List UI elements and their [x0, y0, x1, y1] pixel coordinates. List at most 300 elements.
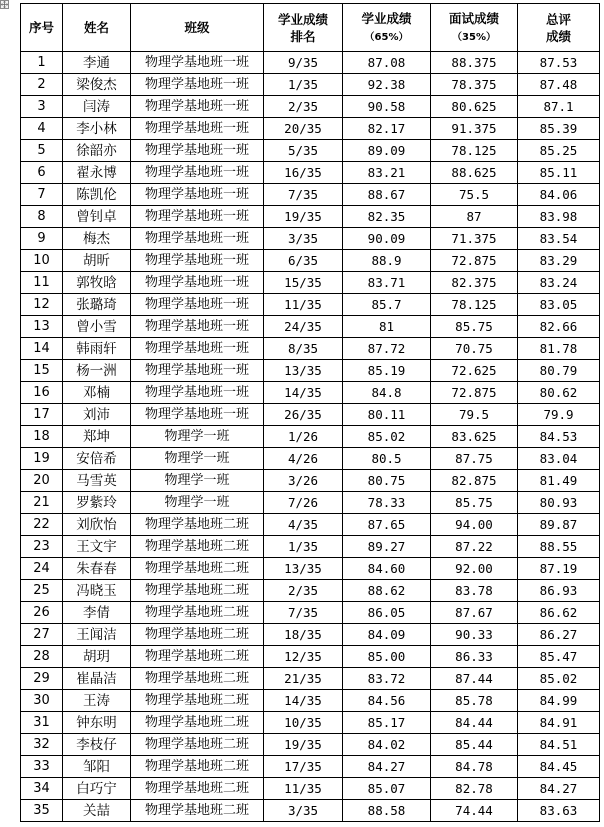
cell-academic-score: 87.72: [343, 338, 431, 360]
cell-interview-score: 87.22: [431, 536, 518, 558]
cell-interview-score: 78.125: [431, 294, 518, 316]
cell-academic-rank: 14/35: [264, 690, 343, 712]
cell-overall-score: 84.51: [518, 734, 600, 756]
cell-interview-score: 75.5: [431, 184, 518, 206]
cell-class: 物理学基地班一班: [131, 118, 264, 140]
cell-overall-score: 86.62: [518, 602, 600, 624]
cell-academic-score: 80.5: [343, 448, 431, 470]
cell-name: 钟东明: [63, 712, 131, 734]
header-interview-line1: 面试成绩: [448, 10, 499, 26]
cell-class: 物理学一班: [131, 426, 264, 448]
cell-academic-score: 83.72: [343, 668, 431, 690]
cell-academic-score: 85.00: [343, 646, 431, 668]
cell-index: 8: [21, 206, 63, 228]
cell-overall-score: 84.99: [518, 690, 600, 712]
cell-academic-rank: 24/35: [264, 316, 343, 338]
cell-name: 徐韶亦: [63, 140, 131, 162]
cell-class: 物理学基地班一班: [131, 250, 264, 272]
cell-name: 冯晓玉: [63, 580, 131, 602]
cell-class: 物理学基地班二班: [131, 580, 264, 602]
cell-index: 26: [21, 602, 63, 624]
cell-index: 24: [21, 558, 63, 580]
cell-overall-score: 89.87: [518, 514, 600, 536]
cell-class: 物理学基地班一班: [131, 360, 264, 382]
cell-class: 物理学基地班一班: [131, 184, 264, 206]
cell-academic-score: 82.17: [343, 118, 431, 140]
cell-name: 关喆: [63, 800, 131, 822]
cell-index: 22: [21, 514, 63, 536]
cell-interview-score: 72.875: [431, 250, 518, 272]
header-overall-line1: 总评: [545, 11, 571, 27]
cell-class: 物理学基地班一班: [131, 96, 264, 118]
cell-academic-score: 88.9: [343, 250, 431, 272]
table-row: [21, 712, 600, 734]
header-academic-score-line1: 学业成绩: [361, 10, 412, 26]
table-row: [21, 382, 600, 404]
cell-interview-score: 94.00: [431, 514, 518, 536]
cell-name: 张璐琦: [63, 294, 131, 316]
header-academic-rank: [264, 4, 343, 52]
cell-overall-score: 87.19: [518, 558, 600, 580]
header-academic-rank-line2: 排名: [290, 28, 316, 44]
cell-class: 物理学基地班二班: [131, 558, 264, 580]
table-row: [21, 206, 600, 228]
cell-academic-score: 84.60: [343, 558, 431, 580]
table-row: [21, 646, 600, 668]
cell-interview-score: 78.125: [431, 140, 518, 162]
cell-academic-rank: 1/26: [264, 426, 343, 448]
table-row: [21, 690, 600, 712]
cell-overall-score: 88.55: [518, 536, 600, 558]
cell-overall-score: 83.98: [518, 206, 600, 228]
cell-name: 邓楠: [63, 382, 131, 404]
cell-interview-score: 87: [431, 206, 518, 228]
cell-academic-score: 81: [343, 316, 431, 338]
cell-academic-score: 78.33: [343, 492, 431, 514]
table-row: [21, 96, 600, 118]
header-name-label: 姓名: [83, 20, 109, 35]
cell-index: 16: [21, 382, 63, 404]
cell-overall-score: 79.9: [518, 404, 600, 426]
cell-class: 物理学基地班一班: [131, 206, 264, 228]
cell-name: 梅杰: [63, 228, 131, 250]
cell-academic-rank: 20/35: [264, 118, 343, 140]
cell-interview-score: 74.44: [431, 800, 518, 822]
cell-academic-rank: 3/26: [264, 470, 343, 492]
cell-academic-rank: 3/35: [264, 800, 343, 822]
cell-interview-score: 79.5: [431, 404, 518, 426]
cell-name: 王涛: [63, 690, 131, 712]
cell-interview-score: 70.75: [431, 338, 518, 360]
cell-academic-score: 80.75: [343, 470, 431, 492]
table-row: [21, 514, 600, 536]
cell-overall-score: 83.63: [518, 800, 600, 822]
cell-index: 20: [21, 470, 63, 492]
cell-academic-rank: 4/26: [264, 448, 343, 470]
cell-name: 胡玥: [63, 646, 131, 668]
cell-overall-score: 81.78: [518, 338, 600, 360]
cell-overall-score: 84.45: [518, 756, 600, 778]
cell-index: 35: [21, 800, 63, 822]
table-row: [21, 338, 600, 360]
table-row: [21, 228, 600, 250]
cell-index: 11: [21, 272, 63, 294]
cell-name: 梁俊杰: [63, 74, 131, 96]
cell-academic-score: 89.27: [343, 536, 431, 558]
move-handle-icon[interactable]: [0, 0, 9, 9]
table-row: [21, 800, 600, 822]
cell-class: 物理学基地班二班: [131, 536, 264, 558]
cell-index: 13: [21, 316, 63, 338]
cell-interview-score: 84.78: [431, 756, 518, 778]
cell-class: 物理学基地班二班: [131, 624, 264, 646]
header-row: [21, 4, 600, 52]
table-row: [21, 734, 600, 756]
cell-index: 19: [21, 448, 63, 470]
cell-academic-score: 85.17: [343, 712, 431, 734]
cell-overall-score: 84.27: [518, 778, 600, 800]
cell-overall-score: 87.1: [518, 96, 600, 118]
cell-academic-score: 89.09: [343, 140, 431, 162]
cell-academic-rank: 11/35: [264, 778, 343, 800]
cell-name: 朱春春: [63, 558, 131, 580]
cell-academic-score: 88.67: [343, 184, 431, 206]
cell-interview-score: 71.375: [431, 228, 518, 250]
cell-class: 物理学基地班二班: [131, 778, 264, 800]
table-row: [21, 580, 600, 602]
table-row: [21, 470, 600, 492]
cell-overall-score: 84.91: [518, 712, 600, 734]
cell-index: 32: [21, 734, 63, 756]
cell-academic-rank: 7/35: [264, 602, 343, 624]
cell-name: 王闻洁: [63, 624, 131, 646]
cell-name: 胡昕: [63, 250, 131, 272]
table-row: [21, 118, 600, 140]
cell-class: 物理学一班: [131, 492, 264, 514]
cell-academic-rank: 13/35: [264, 558, 343, 580]
table-row: [21, 52, 600, 74]
cell-interview-score: 82.375: [431, 272, 518, 294]
cell-overall-score: 87.53: [518, 52, 600, 74]
table-row: [21, 360, 600, 382]
cell-class: 物理学基地班二班: [131, 690, 264, 712]
cell-academic-rank: 26/35: [264, 404, 343, 426]
cell-index: 10: [21, 250, 63, 272]
cell-academic-rank: 8/35: [264, 338, 343, 360]
cell-index: 9: [21, 228, 63, 250]
table-row: [21, 426, 600, 448]
table-row: [21, 778, 600, 800]
cell-overall-score: 86.93: [518, 580, 600, 602]
cell-index: 1: [21, 52, 63, 74]
cell-overall-score: 86.27: [518, 624, 600, 646]
cell-academic-score: 83.71: [343, 272, 431, 294]
cell-name: 郭牧晗: [63, 272, 131, 294]
cell-academic-score: 82.35: [343, 206, 431, 228]
cell-academic-score: 83.21: [343, 162, 431, 184]
cell-name: 李通: [63, 52, 131, 74]
cell-academic-rank: 5/35: [264, 140, 343, 162]
cell-academic-score: 88.58: [343, 800, 431, 822]
cell-class: 物理学一班: [131, 470, 264, 492]
cell-overall-score: 85.47: [518, 646, 600, 668]
cell-name: 刘沛: [63, 404, 131, 426]
cell-academic-score: 87.08: [343, 52, 431, 74]
cell-interview-score: 91.375: [431, 118, 518, 140]
cell-academic-score: 85.07: [343, 778, 431, 800]
cell-index: 27: [21, 624, 63, 646]
cell-class: 物理学基地班二班: [131, 514, 264, 536]
cell-overall-score: 85.02: [518, 668, 600, 690]
header-academic-score-line2: （65%）: [364, 31, 409, 43]
cell-index: 12: [21, 294, 63, 316]
table-row: [21, 602, 600, 624]
cell-overall-score: 85.25: [518, 140, 600, 162]
header-academic-rank-line1: 学业成绩: [277, 11, 328, 27]
cell-name: 陈凯伦: [63, 184, 131, 206]
table-row: [21, 492, 600, 514]
table-row: [21, 162, 600, 184]
cell-index: 33: [21, 756, 63, 778]
cell-name: 王文宇: [63, 536, 131, 558]
cell-academic-rank: 13/35: [264, 360, 343, 382]
cell-academic-rank: 4/35: [264, 514, 343, 536]
cell-overall-score: 80.79: [518, 360, 600, 382]
cell-class: 物理学基地班一班: [131, 52, 264, 74]
cell-academic-score: 92.38: [343, 74, 431, 96]
cell-academic-rank: 9/35: [264, 52, 343, 74]
cell-academic-rank: 2/35: [264, 580, 343, 602]
header-overall-line2: 成绩: [545, 28, 571, 44]
cell-class: 物理学基地班二班: [131, 602, 264, 624]
cell-index: 31: [21, 712, 63, 734]
table-row: [21, 272, 600, 294]
cell-index: 25: [21, 580, 63, 602]
cell-overall-score: 83.04: [518, 448, 600, 470]
header-interview-line2: （35%）: [452, 31, 496, 43]
cell-academic-rank: 19/35: [264, 206, 343, 228]
cell-interview-score: 87.75: [431, 448, 518, 470]
cell-academic-rank: 3/35: [264, 228, 343, 250]
cell-class: 物理学一班: [131, 448, 264, 470]
cell-index: 6: [21, 162, 63, 184]
cell-overall-score: 87.48: [518, 74, 600, 96]
table-row: [21, 536, 600, 558]
cell-class: 物理学基地班一班: [131, 404, 264, 426]
cell-interview-score: 87.67: [431, 602, 518, 624]
cell-academic-rank: 14/35: [264, 382, 343, 404]
cell-index: 17: [21, 404, 63, 426]
cell-name: 翟永博: [63, 162, 131, 184]
cell-name: 邹阳: [63, 756, 131, 778]
cell-academic-rank: 15/35: [264, 272, 343, 294]
cell-academic-score: 87.65: [343, 514, 431, 536]
header-academic-score: [343, 4, 431, 52]
cell-name: 杨一洲: [63, 360, 131, 382]
cell-academic-rank: 12/35: [264, 646, 343, 668]
cell-interview-score: 85.44: [431, 734, 518, 756]
cell-index: 5: [21, 140, 63, 162]
header-class: [131, 4, 264, 52]
header-class-label: 班级: [184, 20, 210, 35]
cell-interview-score: 78.375: [431, 74, 518, 96]
cell-interview-score: 90.33: [431, 624, 518, 646]
cell-class: 物理学基地班一班: [131, 338, 264, 360]
cell-interview-score: 86.33: [431, 646, 518, 668]
header-name: [63, 4, 131, 52]
cell-interview-score: 85.78: [431, 690, 518, 712]
cell-interview-score: 92.00: [431, 558, 518, 580]
cell-index: 34: [21, 778, 63, 800]
cell-interview-score: 82.875: [431, 470, 518, 492]
cell-name: 刘欣怡: [63, 514, 131, 536]
cell-interview-score: 85.75: [431, 492, 518, 514]
cell-interview-score: 88.375: [431, 52, 518, 74]
cell-name: 李枝仔: [63, 734, 131, 756]
cell-academic-score: 85.02: [343, 426, 431, 448]
cell-overall-score: 82.66: [518, 316, 600, 338]
cell-name: 李倩: [63, 602, 131, 624]
cell-academic-rank: 6/35: [264, 250, 343, 272]
cell-name: 安倍希: [63, 448, 131, 470]
table-row: [21, 316, 600, 338]
cell-class: 物理学基地班二班: [131, 734, 264, 756]
cell-academic-rank: 2/35: [264, 96, 343, 118]
cell-academic-rank: 17/35: [264, 756, 343, 778]
cell-index: 2: [21, 74, 63, 96]
cell-interview-score: 72.625: [431, 360, 518, 382]
score-table: [20, 3, 600, 822]
cell-overall-score: 84.53: [518, 426, 600, 448]
cell-academic-score: 80.11: [343, 404, 431, 426]
cell-overall-score: 85.39: [518, 118, 600, 140]
cell-index: 18: [21, 426, 63, 448]
cell-index: 30: [21, 690, 63, 712]
header-index: [21, 4, 63, 52]
cell-name: 白巧宁: [63, 778, 131, 800]
cell-overall-score: 83.29: [518, 250, 600, 272]
cell-index: 14: [21, 338, 63, 360]
cell-index: 29: [21, 668, 63, 690]
cell-name: 郑坤: [63, 426, 131, 448]
table-row: [21, 74, 600, 96]
cell-class: 物理学基地班二班: [131, 800, 264, 822]
cell-academic-rank: 21/35: [264, 668, 343, 690]
cell-name: 罗紫玲: [63, 492, 131, 514]
cell-interview-score: 85.75: [431, 316, 518, 338]
cell-academic-score: 84.56: [343, 690, 431, 712]
cell-academic-score: 88.62: [343, 580, 431, 602]
table-body: [21, 52, 600, 822]
cell-academic-rank: 16/35: [264, 162, 343, 184]
cell-name: 曾小雪: [63, 316, 131, 338]
cell-academic-rank: 7/26: [264, 492, 343, 514]
cell-index: 28: [21, 646, 63, 668]
cell-academic-rank: 18/35: [264, 624, 343, 646]
table-row: [21, 756, 600, 778]
cell-academic-rank: 1/35: [264, 536, 343, 558]
table-row: [21, 404, 600, 426]
cell-academic-rank: 7/35: [264, 184, 343, 206]
cell-academic-score: 90.58: [343, 96, 431, 118]
cell-interview-score: 83.78: [431, 580, 518, 602]
cell-overall-score: 80.93: [518, 492, 600, 514]
cell-name: 崔晶洁: [63, 668, 131, 690]
cell-class: 物理学基地班一班: [131, 74, 264, 96]
cell-class: 物理学基地班一班: [131, 140, 264, 162]
cell-class: 物理学基地班二班: [131, 756, 264, 778]
table-header: [21, 4, 600, 52]
cell-academic-score: 84.09: [343, 624, 431, 646]
header-index-label: 序号: [28, 20, 54, 35]
cell-index: 7: [21, 184, 63, 206]
cell-overall-score: 83.24: [518, 272, 600, 294]
table-row: [21, 624, 600, 646]
cell-class: 物理学基地班二班: [131, 712, 264, 734]
cell-name: 马雪英: [63, 470, 131, 492]
cell-name: 闫涛: [63, 96, 131, 118]
cell-academic-rank: 11/35: [264, 294, 343, 316]
cell-interview-score: 88.625: [431, 162, 518, 184]
cell-overall-score: 85.11: [518, 162, 600, 184]
cell-academic-score: 85.19: [343, 360, 431, 382]
cell-academic-rank: 19/35: [264, 734, 343, 756]
cell-overall-score: 83.05: [518, 294, 600, 316]
cell-academic-score: 84.27: [343, 756, 431, 778]
cell-academic-score: 90.09: [343, 228, 431, 250]
cell-interview-score: 87.44: [431, 668, 518, 690]
table-row: [21, 668, 600, 690]
table-row: [21, 140, 600, 162]
cell-overall-score: 84.06: [518, 184, 600, 206]
cell-overall-score: 81.49: [518, 470, 600, 492]
cell-interview-score: 72.875: [431, 382, 518, 404]
cell-academic-rank: 1/35: [264, 74, 343, 96]
header-overall-score: [518, 4, 600, 52]
cell-overall-score: 80.62: [518, 382, 600, 404]
table-row: [21, 184, 600, 206]
cell-name: 李小林: [63, 118, 131, 140]
cell-class: 物理学基地班一班: [131, 382, 264, 404]
cell-name: 韩雨轩: [63, 338, 131, 360]
table-row: [21, 558, 600, 580]
cell-interview-score: 83.625: [431, 426, 518, 448]
cell-class: 物理学基地班二班: [131, 646, 264, 668]
cell-index: 3: [21, 96, 63, 118]
cell-academic-score: 84.02: [343, 734, 431, 756]
cell-class: 物理学基地班二班: [131, 668, 264, 690]
cell-index: 15: [21, 360, 63, 382]
cell-class: 物理学基地班一班: [131, 162, 264, 184]
cell-class: 物理学基地班一班: [131, 272, 264, 294]
cell-academic-rank: 10/35: [264, 712, 343, 734]
table-row: [21, 294, 600, 316]
cell-interview-score: 84.44: [431, 712, 518, 734]
cell-index: 21: [21, 492, 63, 514]
cell-interview-score: 82.78: [431, 778, 518, 800]
cell-index: 4: [21, 118, 63, 140]
cell-name: 曾钊卓: [63, 206, 131, 228]
cell-class: 物理学基地班一班: [131, 228, 264, 250]
cell-index: 23: [21, 536, 63, 558]
cell-class: 物理学基地班一班: [131, 316, 264, 338]
table-row: [21, 448, 600, 470]
cell-academic-score: 85.7: [343, 294, 431, 316]
header-interview-score: [431, 4, 518, 52]
cell-academic-score: 86.05: [343, 602, 431, 624]
cell-overall-score: 83.54: [518, 228, 600, 250]
cell-class: 物理学基地班一班: [131, 294, 264, 316]
